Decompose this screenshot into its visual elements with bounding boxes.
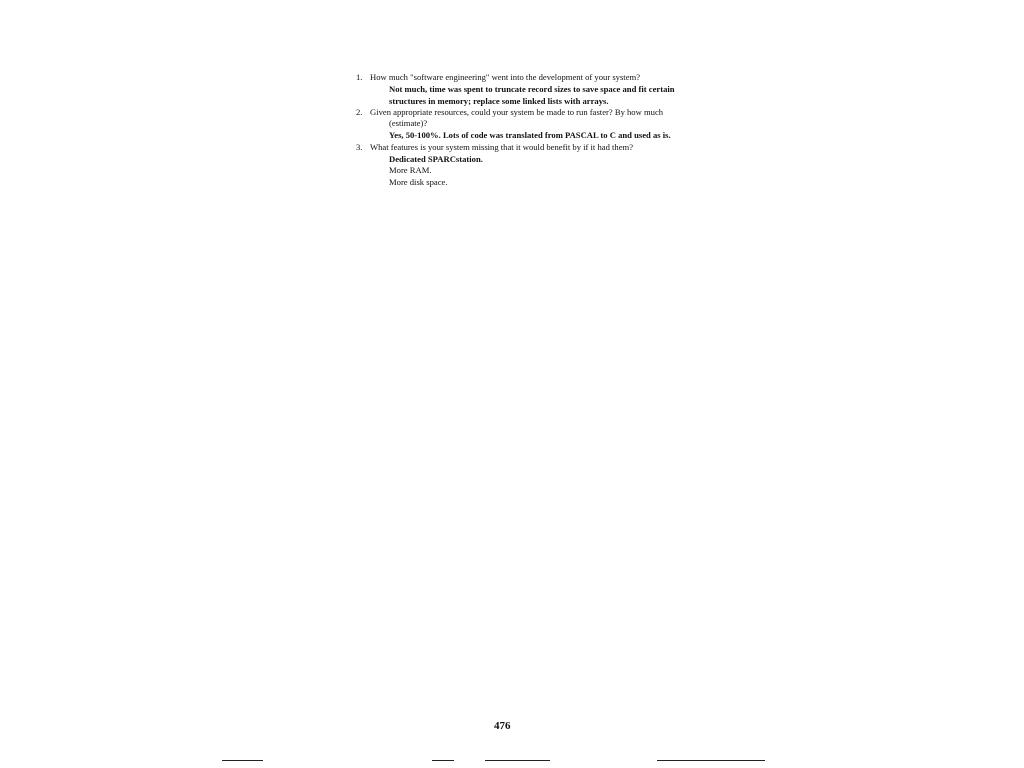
footer-rule: [657, 760, 765, 761]
question-3: [356, 142, 633, 153]
question-number: 3.: [356, 142, 363, 152]
page-number: 476: [494, 720, 511, 732]
question-number: 2.: [356, 107, 363, 117]
question-2-continuation: (estimate)?: [389, 118, 428, 128]
answer-2-line-1: Yes, 50-100%. Lots of code was translated from PASCAL to C and used as is.: [389, 130, 671, 140]
question-1: [356, 72, 640, 83]
answer-3-line-3: More disk space.: [389, 177, 448, 187]
footer-rule: [485, 760, 550, 761]
question-number: 1.: [356, 72, 363, 82]
question-text: Given appropriate resources, could your system be made to run faster? By how much: [370, 107, 664, 117]
answer-1-line-2: structures in memory; replace some linked lists with arrays.: [389, 96, 609, 106]
question-2: [356, 107, 663, 118]
answer-1-line-1: Not much, time was spent to truncate record sizes to save space and fit certain: [389, 84, 675, 94]
question-text: How much "software engineering" went into the development of your system?: [370, 72, 641, 82]
question-text: What features is your system missing that it would benefit by if it had them?: [370, 142, 634, 152]
answer-3-line-1: Dedicated SPARCstation.: [389, 154, 483, 164]
footer-rule: [222, 760, 263, 761]
answer-3-line-2: More RAM.: [389, 165, 432, 175]
footer-rule: [432, 760, 454, 761]
